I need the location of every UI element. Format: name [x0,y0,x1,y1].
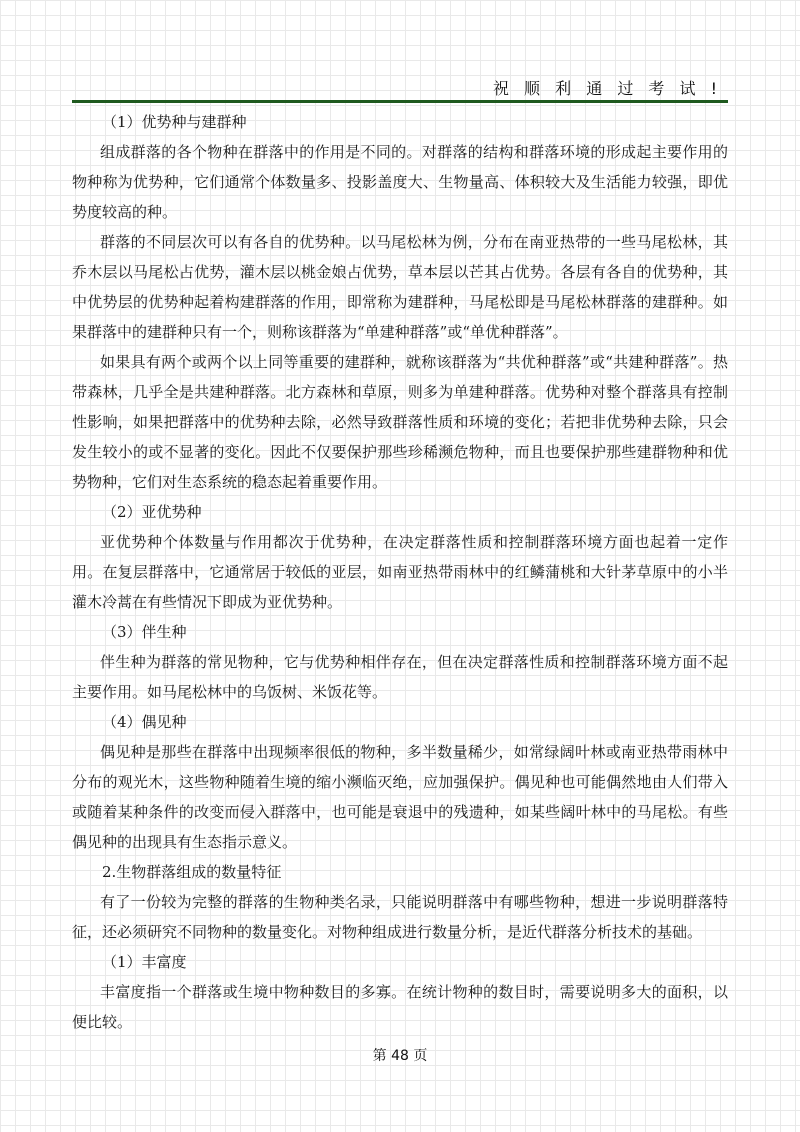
section-heading: （1）优势种与建群种 [102,113,247,131]
section-heading: （2）亚优势种 [102,503,202,521]
document-body [72,107,728,1037]
body-paragraph: 亚优势种个体数量与作用都次于优势种，在决定群落性质和控制群落环境方面也起着一定作用。在复层群落中，它通常居于较低的亚层，如南亚热带雨林中的红鳞蒲桃和大针茅草原中的小半灌木冷蒿在有些情况下即成为亚优势种。 [72,533,728,611]
header-slogan: 祝 顺 利 通 过 考 试 ! [492,79,722,98]
page-number: 第 48 页 [372,1048,428,1064]
section-heading: （3）伴生种 [102,623,187,641]
body-paragraph: 如果具有两个或两个以上同等重要的建群种，就称该群落为“共优种群落”或“共建种群落”。热带森林，几乎全是共建种群落。北方森林和草原，则多为单建种群落。优势种对整个群落具有控制性影响，如果把群落中的优势种去除，必然导致群落性质和环境的变化；若把非优势种去除，只会发生较小的或不显著的变化。因此不仅要保护那些珍稀濒危物种，而且也要保护那些建群物种和优势物种，它们对生态系统的稳态起着重要作用。 [72,353,728,491]
body-paragraph: 有了一份较为完整的群落的生物种类名录，只能说明群落中有哪些物种，想进一步说明群落特征，还必须研究不同物种的数量变化。对物种组成进行数量分析，是近代群落分析技术的基础。 [72,893,728,941]
body-paragraph: 偶见种是那些在群落中出现频率很低的物种，多半数量稀少，如常绿阔叶林或南亚热带雨林中分布的观光木，这些物种随着生境的缩小濒临灭绝，应加强保护。偶见种也可能偶然地由人们带入或随着某种条件的改变而侵入群落中，也可能是衰退中的残遗种，如某些阔叶林中的马尾松。有些偶见种的出现具有生态指示意义。 [72,743,728,851]
header-divider [72,100,728,103]
section-heading: 2.生物群落组成的数量特征 [102,863,282,881]
body-paragraph: 组成群落的各个物种在群落中的作用是不同的。对群落的结构和群落环境的形成起主要作用的物种称为优势种，它们通常个体数量多、投影盖度大、生物量高、体积较大及生活能力较强，即优势度较高的种。 [72,143,728,221]
section-heading: （1）丰富度 [102,953,187,971]
body-paragraph: 丰富度指一个群落或生境中物种数目的多寡。在统计物种的数目时，需要说明多大的面积，以便比较。 [72,983,728,1031]
body-paragraph: 群落的不同层次可以有各自的优势种。以马尾松林为例，分布在南亚热带的一些马尾松林，其乔木层以马尾松占优势，灌木层以桃金娘占优势，草本层以芒其占优势。各层有各自的优势种，其中优势层的优势种起着构建群落的作用，即常称为建群种，马尾松即是马尾松林群落的建群种。如果群落中的建群种只有一个，则称该群落为“单建种群落”或“单优种群落”。 [72,233,728,341]
section-heading: （4）偶见种 [102,713,187,731]
body-paragraph: 伴生种为群落的常见物种，它与优势种相伴存在，但在决定群落性质和控制群落环境方面不起主要作用。如马尾松林中的乌饭树、米饭花等。 [72,653,728,701]
